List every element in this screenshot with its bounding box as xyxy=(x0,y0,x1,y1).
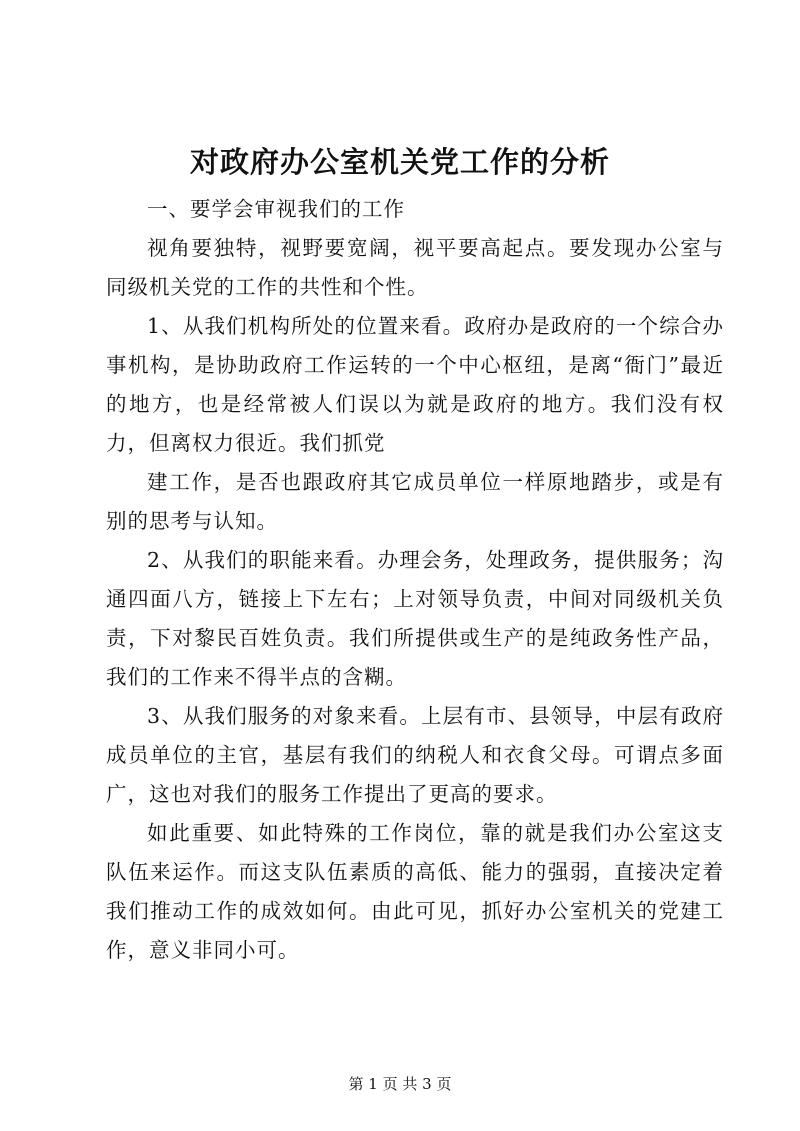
body-paragraph: 如此重要、如此特殊的工作岗位，靠的就是我们办公室这支队伍来运作。而这支队伍素质的高低、能力的强弱，直接决定着我们推动工作的成效如何。由此可见，抓好办公室机关的党建工作，意义非同小可。 xyxy=(106,821,724,962)
body-paragraph: 视角要独特，视野要宽阔，视平要高起点。要发现办公室与同级机关党的工作的共性和个性。 xyxy=(106,236,724,299)
body-paragraph: 2、从我们的职能来看。办理会务，处理政务，提供服务；沟通四面八方，链接上下左右；上对领导负责，中间对同级机关负责，下对黎民百姓负责。我们所提供或生产的是纯政务性产品，我们的工作来不得半点的含糊。 xyxy=(106,548,724,689)
document-title: 对政府办公室机关党工作的分析 xyxy=(189,145,610,179)
page-footer: 第 1 页 共 3 页 xyxy=(348,1075,452,1093)
document-body xyxy=(106,190,724,970)
body-paragraph: 建工作，是否也跟政府其它成员单位一样原地踏步，或是有别的思考与认知。 xyxy=(106,470,724,533)
body-paragraph: 3、从我们服务的对象来看。上层有市、县领导，中层有政府成员单位的主官，基层有我们的纳税人和衣食父母。可谓点多面广，这也对我们的服务工作提出了更高的要求。 xyxy=(106,704,724,806)
section-heading: 一、要学会审视我们的工作 xyxy=(147,197,405,221)
body-paragraph: 1、从我们机构所处的位置来看。政府办是政府的一个综合办事机构，是协助政府工作运转的一个中心枢纽，是离“衙门”最近的地方，也是经常被人们误以为就是政府的地方。我们没有权力，但离权力很近。我们抓党 xyxy=(106,314,724,455)
